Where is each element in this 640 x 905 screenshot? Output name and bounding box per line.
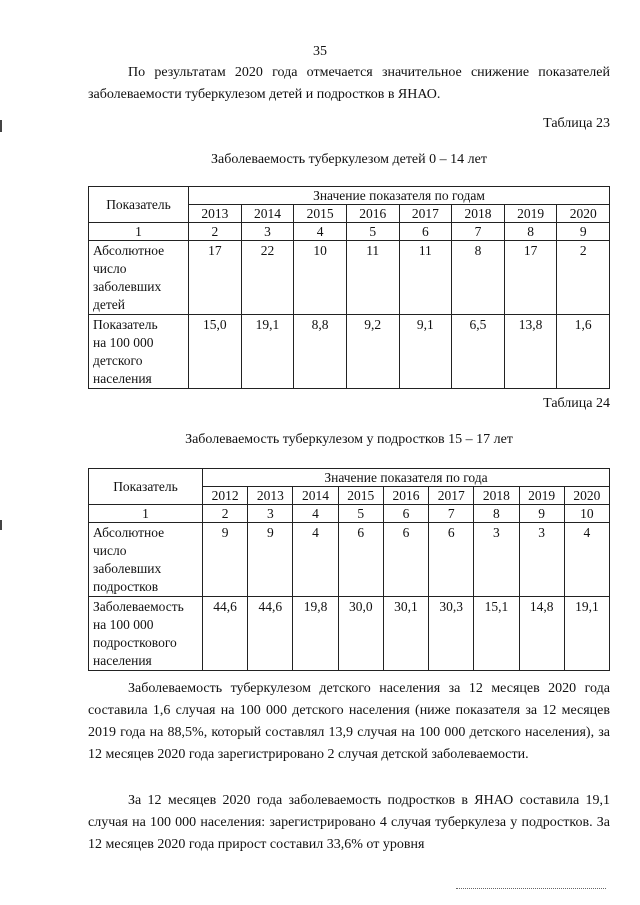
value-cell: 17 xyxy=(504,241,557,315)
table-row xyxy=(89,523,610,597)
table24-year-cell: 2017 xyxy=(429,487,474,505)
value-cell: 17 xyxy=(189,241,242,315)
row-label-line: на 100 000 xyxy=(93,617,154,632)
table23-year-cell: 2014 xyxy=(241,205,294,223)
table-row xyxy=(89,315,610,389)
value-cell: 1,6 xyxy=(557,315,610,389)
table23-year-cell: 2013 xyxy=(189,205,242,223)
table23-header-group: Значение показателя по годам xyxy=(189,187,610,205)
table23-column-index: 2 xyxy=(189,223,242,241)
table23-year-cell: 2018 xyxy=(452,205,505,223)
table24-caption: Заболеваемость туберкулезом у подростков 15 – 17 лет xyxy=(185,432,513,447)
value-cell: 4 xyxy=(564,523,609,597)
table24 xyxy=(88,468,610,671)
table23-label: Таблица 23 xyxy=(543,116,610,131)
value-cell: 6 xyxy=(338,523,383,597)
row-label-line: Заболеваемость xyxy=(93,599,184,614)
row-label xyxy=(89,315,189,389)
row-label-line: Показатель xyxy=(93,317,158,332)
row-label xyxy=(89,597,203,671)
value-cell: 3 xyxy=(474,523,519,597)
value-cell: 9 xyxy=(203,523,248,597)
page-number: 35 xyxy=(313,44,327,59)
intro-paragraph: По результатам 2020 года отмечается значительное снижение показателей заболеваемости туберкулезом детей и подростков в ЯНАО. xyxy=(88,65,610,102)
table23-header-indicator: Показатель xyxy=(89,187,189,223)
row-label-line: Абсолютное xyxy=(93,243,165,258)
table24-year-cell: 2014 xyxy=(293,487,338,505)
table23-column-index: 3 xyxy=(241,223,294,241)
row-label-line: Абсолютное xyxy=(93,525,165,540)
row-label-line: населения xyxy=(93,371,152,386)
row-label-line: заболевших xyxy=(93,279,162,294)
table-row xyxy=(89,597,610,671)
table23-column-index: 5 xyxy=(346,223,399,241)
value-cell: 30,1 xyxy=(383,597,428,671)
value-cell: 22 xyxy=(241,241,294,315)
table23-column-index: 8 xyxy=(504,223,557,241)
table24-year-cell: 2015 xyxy=(338,487,383,505)
row-label-line: подросткового xyxy=(93,635,177,650)
table24-year-cell: 2016 xyxy=(383,487,428,505)
value-cell: 6,5 xyxy=(452,315,505,389)
value-cell: 2 xyxy=(557,241,610,315)
value-cell: 14,8 xyxy=(519,597,564,671)
value-cell: 44,6 xyxy=(203,597,248,671)
row-label-line: населения xyxy=(93,653,152,668)
value-cell: 10 xyxy=(294,241,347,315)
table23-year-cell: 2017 xyxy=(399,205,452,223)
value-cell: 19,8 xyxy=(293,597,338,671)
table23 xyxy=(88,186,610,389)
table23-column-index: 7 xyxy=(452,223,505,241)
value-cell: 30,0 xyxy=(338,597,383,671)
value-cell: 30,3 xyxy=(429,597,474,671)
table23-caption: Заболеваемость туберкулезом детей 0 – 14 лет xyxy=(211,152,487,167)
value-cell: 6 xyxy=(429,523,474,597)
table24-year-cell: 2020 xyxy=(564,487,609,505)
table24-column-index: 4 xyxy=(293,505,338,523)
row-label-line: число xyxy=(93,543,127,558)
table24-year-cell: 2018 xyxy=(474,487,519,505)
table24-label: Таблица 24 xyxy=(543,396,610,411)
row-label-line: подростков xyxy=(93,579,159,594)
paragraph-children: Заболеваемость туберкулезом детского населения за 12 месяцев 2020 года составила 1,6 случая на 100 000 детского населения (ниже показателя за 12 месяцев 2019 года на 88,5%, который составлял 13,9 случая на 100 000 детского населения), за 12 месяцев 2020 года зарегистрировано 2 случая детской заболеваемости. xyxy=(88,681,610,762)
table23-year-cell: 2016 xyxy=(346,205,399,223)
table24-year-cell: 2013 xyxy=(248,487,293,505)
row-label-line: детей xyxy=(93,297,125,312)
value-cell: 3 xyxy=(519,523,564,597)
value-cell: 11 xyxy=(346,241,399,315)
table24-year-cell: 2012 xyxy=(203,487,248,505)
table24-year-cell: 2019 xyxy=(519,487,564,505)
row-label-line: заболевших xyxy=(93,561,162,576)
row-label-line: число xyxy=(93,261,127,276)
table24-column-index: 7 xyxy=(429,505,474,523)
table23-column-index: 9 xyxy=(557,223,610,241)
table23-year-cell: 2020 xyxy=(557,205,610,223)
value-cell: 9,2 xyxy=(346,315,399,389)
value-cell: 4 xyxy=(293,523,338,597)
value-cell: 9 xyxy=(248,523,293,597)
value-cell: 13,8 xyxy=(504,315,557,389)
table24-column-index: 5 xyxy=(338,505,383,523)
value-cell: 19,1 xyxy=(241,315,294,389)
value-cell: 8,8 xyxy=(294,315,347,389)
row-label xyxy=(89,241,189,315)
value-cell: 15,0 xyxy=(189,315,242,389)
table-row xyxy=(89,241,610,315)
table23-column-index: 4 xyxy=(294,223,347,241)
value-cell: 11 xyxy=(399,241,452,315)
row-label-line: на 100 000 xyxy=(93,335,154,350)
scan-edge-mark xyxy=(0,120,2,132)
value-cell: 44,6 xyxy=(248,597,293,671)
value-cell: 8 xyxy=(452,241,505,315)
value-cell: 9,1 xyxy=(399,315,452,389)
table23-year-cell: 2015 xyxy=(294,205,347,223)
table23-column-index: 6 xyxy=(399,223,452,241)
paragraph-teens: За 12 месяцев 2020 года заболеваемость подростков в ЯНАО составила 19,1 случая на 100 000 населения: зарегистрировано 4 случая туберкулеза у подростков. За 12 месяцев 2020 года прирост составил 33,6% от уровня xyxy=(88,793,610,852)
table24-column-index: 9 xyxy=(519,505,564,523)
table24-column-index: 3 xyxy=(248,505,293,523)
table24-column-index: 1 xyxy=(89,505,203,523)
value-cell: 15,1 xyxy=(474,597,519,671)
table24-column-index: 2 xyxy=(203,505,248,523)
table24-header-indicator: Показатель xyxy=(89,469,203,505)
table24-column-index: 10 xyxy=(564,505,609,523)
scan-edge-mark xyxy=(0,520,2,530)
row-label xyxy=(89,523,203,597)
table23-column-index: 1 xyxy=(89,223,189,241)
footer-rule xyxy=(456,888,606,889)
table24-header-group: Значение показателя по года xyxy=(203,469,610,487)
table24-column-index: 8 xyxy=(474,505,519,523)
value-cell: 6 xyxy=(383,523,428,597)
table23-year-cell: 2019 xyxy=(504,205,557,223)
value-cell: 19,1 xyxy=(564,597,609,671)
row-label-line: детского xyxy=(93,353,143,368)
table24-column-index: 6 xyxy=(383,505,428,523)
